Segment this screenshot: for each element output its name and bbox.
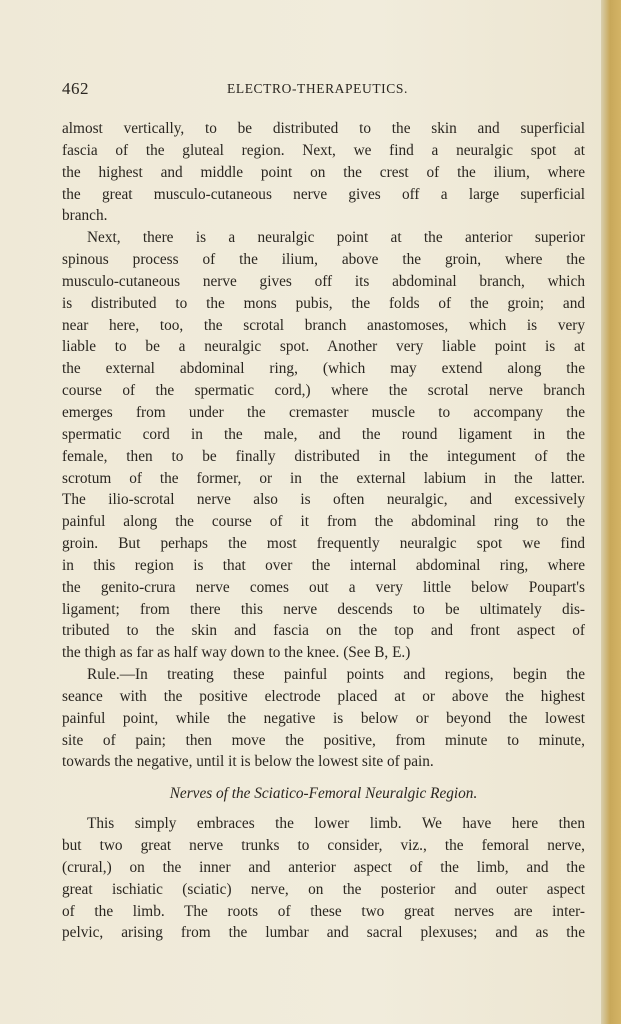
text-line: Next, there is a neuralgic point at the anterior superior — [87, 229, 585, 247]
text-line: site of pain; then move the positive, from minute to minute, — [62, 731, 585, 749]
text-line: painful along the course of it from the abdominal ring to the — [62, 513, 585, 531]
text-line: almost vertically, to be distributed to the skin and superficial — [62, 120, 585, 137]
text-line: (crural,) on the inner and anterior aspect of the limb, and the — [62, 858, 585, 876]
text-line: branch. — [62, 207, 108, 225]
text-line: spinous process of the ilium, above the groin, where the — [62, 251, 585, 269]
text-line: scrotum of the former, or in the external labium in the latter. — [62, 469, 585, 487]
text-line: female, then to be finally distributed in the integument of the — [62, 447, 585, 465]
paragraph-lower-limb — [62, 813, 585, 944]
text-line: near here, too, the scrotal branch anastomoses, which is very — [62, 316, 585, 334]
text-line: towards the negative, until it is below the lowest site of pain. — [62, 753, 434, 771]
text-line: the genito-crura nerve comes out a very little below Poupart's — [62, 578, 585, 596]
page-header — [62, 79, 582, 99]
text-line: musculo-cutaneous nerve gives off its abdominal branch, which — [62, 272, 585, 290]
paragraph-rule — [62, 664, 585, 773]
text-line: in this region is that over the internal abdominal ring, where — [62, 556, 585, 574]
text-line: is distributed to the mons pubis, the folds of the groin; and — [62, 294, 585, 312]
paragraph-gluteal — [62, 118, 585, 227]
text-line: groin. But perhaps the most frequently neuralgic spot we find — [62, 535, 585, 553]
text-line: ligament; from there this nerve descends to be ultimately dis- — [62, 600, 585, 618]
text-line: great ischiatic (sciatic) nerve, on the posterior and outer aspect — [62, 880, 585, 898]
text-line: course of the spermatic cord,) where the scrotal nerve branch — [62, 382, 585, 400]
text-line: Rule.—In treating these painful points and regions, begin the — [87, 666, 585, 684]
text-line: tributed to the skin and fascia on the top and front aspect of — [62, 622, 585, 640]
text-line: the thigh as far as half way down to the knee. (See B, E.) — [62, 644, 411, 662]
text-line: the external abdominal ring, (which may extend along the — [62, 360, 585, 378]
paragraph-neuralgic-points — [62, 227, 585, 664]
body-text — [62, 118, 585, 944]
running-title: ELECTRO-THERAPEUTICS. — [227, 81, 408, 96]
text-line: This simply embraces the lower limb. We have here then — [87, 815, 585, 833]
text-line: emerges from under the cremaster muscle to accompany the — [62, 403, 585, 421]
text-line: painful point, while the negative is below or beyond the lowest — [62, 709, 585, 727]
text-line: The ilio-scrotal nerve also is often neuralgic, and excessively — [62, 491, 585, 509]
page-number: 462 — [62, 79, 89, 98]
book-spine-edge — [601, 0, 621, 1024]
section-heading-text: Nerves of the Sciatico-Femoral Neuralgic Region. — [169, 785, 478, 803]
text-line: the highest and middle point on the crest of the ilium, where — [62, 163, 585, 181]
text-line: spermatic cord in the male, and the round ligament in the — [62, 425, 585, 443]
text-line: pelvic, arising from the lumbar and sacral plexuses; and as the — [62, 924, 585, 942]
text-line: the great musculo-cutaneous nerve gives off a large superficial — [62, 185, 585, 203]
text-line: liable to be a neuralgic spot. Another very liable point is at — [62, 338, 585, 356]
text-line: but two great nerve trunks to consider, viz., the femoral nerve, — [62, 837, 585, 854]
text-line: seance with the positive electrode placed at or above the highest — [62, 687, 585, 705]
section-heading — [62, 783, 585, 805]
text-line: fascia of the gluteal region. Next, we find a neuralgic spot at — [62, 141, 585, 159]
text-line: of the limb. The roots of these two great nerves are inter- — [62, 902, 585, 920]
